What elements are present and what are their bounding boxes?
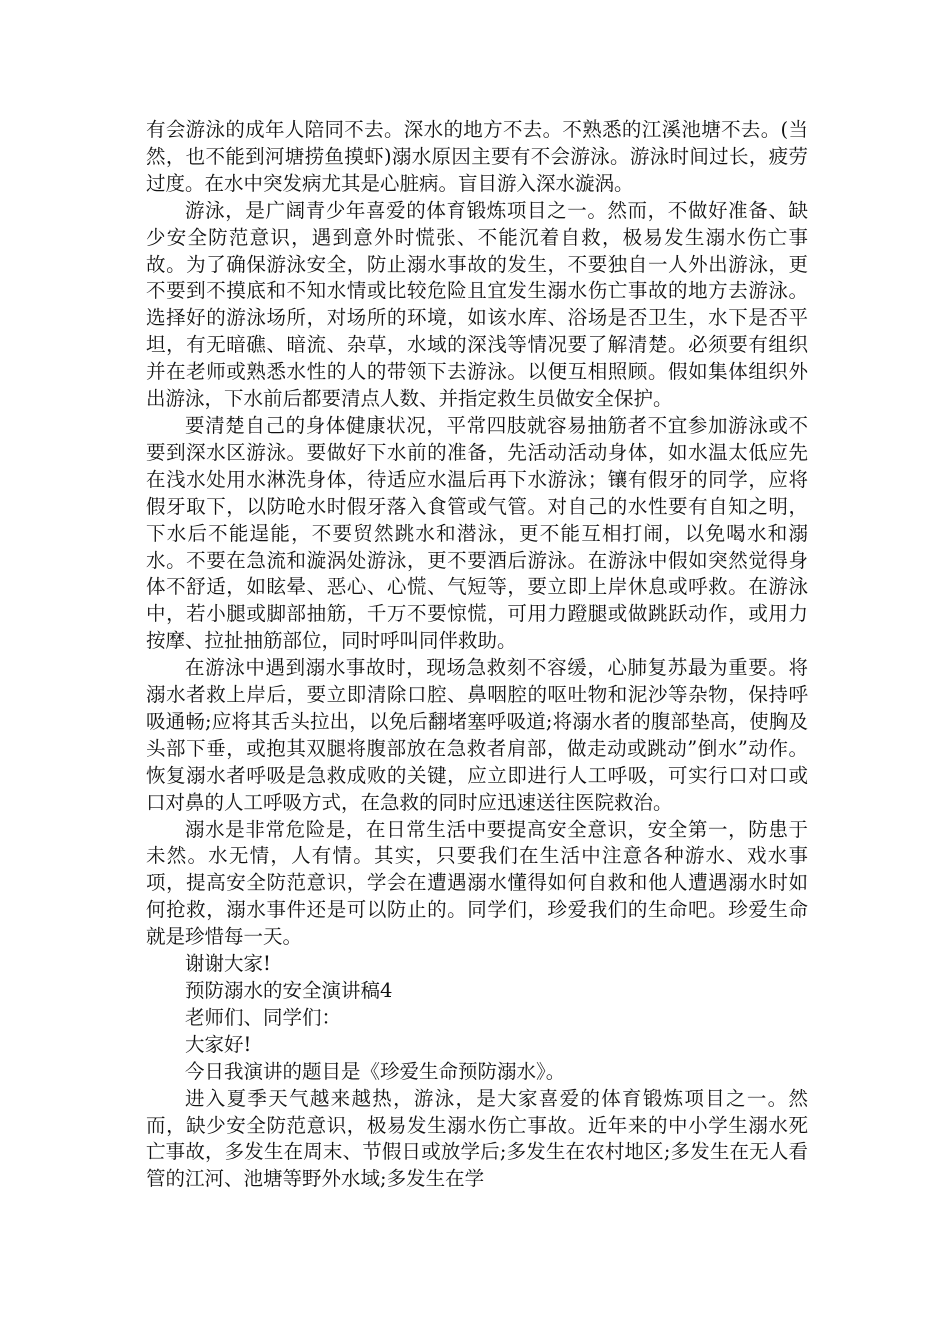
paragraph: 进入夏季天气越来越热，游泳，是大家喜爱的体育锻炼项目之一。然而，缺少安全防范意识，极易发生溺水伤亡事故。近年来的中小学生溺水死亡事故，多发生在周末、节假日或放学后;多发生在农村地区;多发生在无人看管的江河、池塘等野外水域;多发生在学 bbox=[146, 1086, 808, 1191]
greeting: 大家好! bbox=[185, 1032, 252, 1056]
paragraph: 游泳，是广阔青少年喜爱的体育锻炼项目之一。然而，不做好准备、缺少安全防范意识，遇到意外时慌张、不能沉着自救，极易发生溺水伤亡事故。为了确保游泳安全，防止溺水事故的发生，不要独自一人外出游泳，更不要到不摸底和不知水情或比较危险且宜发生溺水伤亡事故的地方去游泳。选择好的游泳场所，对场所的环境，如该水库、浴场是否卫生，水下是否平坦，有无暗礁、暗流、杂草，水域的深浅等情况要了解清楚。必须要有组织并在老师或熟悉水性的人的带领下去游泳。以便互相照顾。假如集体组织外出游泳，下水前后都要清点人数、并指定救生员做安全保护。 bbox=[146, 198, 808, 411]
paragraph: 有会游泳的成年人陪同不去。深水的地方不去。不熟悉的江溪池塘不去。(当然，也不能到河塘捞鱼摸虾)溺水原因主要有不会游泳。游泳时间过长，疲劳过度。在水中突发病尤其是心脏病。盲目游入深水漩涡。 bbox=[146, 118, 808, 195]
paragraph: 今日我演讲的题目是《珍爱生命预防溺水》。 bbox=[185, 1059, 566, 1083]
paragraph: 溺水是非常危险是，在日常生活中要提高安全意识，安全第一，防患于未然。水无情，人有情。其实，只要我们在生活中注意各种游水、戏水事项，提高安全防范意识，学会在遭遇溺水懂得如何自救和他人遭遇溺水时如何抢救，溺水事件还是可以防止的。同学们，珍爱我们的生命吧。珍爱生命就是珍惜每一天。 bbox=[146, 817, 808, 949]
paragraph: 要清楚自己的身体健康状况，平常四肢就容易抽筋者不宜参加游泳或不要到深水区游泳。要做好下水前的准备，先活动活动身体，如水温太低应先在浅水处用水淋洗身体，待适应水温后再下水游泳；镶有假牙的同学，应将假牙取下，以防呛水时假牙落入食管或气管。对自己的水性要有自知之明，下水后不能逞能，不要贸然跳水和潜泳，更不能互相打闹，以免喝水和溺水。不要在急流和漩涡处游泳，更不要酒后游泳。在游泳中假如突然觉得身体不舒适，如眩晕、恶心、心慌、气短等，要立即上岸休息或呼救。在游泳中，若小腿或脚部抽筋，千万不要惊慌，可用力蹬腿或做跳跃动作，或用力按摩、拉扯抽筋部位，同时呼叫同伴救助。 bbox=[146, 413, 808, 653]
section-title: 预防溺水的安全演讲稿4 bbox=[185, 979, 393, 1002]
salutation: 老师们、同学们： bbox=[185, 1005, 342, 1029]
closing-line: 谢谢大家! bbox=[185, 952, 271, 976]
paragraph: 在游泳中遇到溺水事故时，现场急救刻不容缓，心肺复苏最为重要。将溺水者救上岸后，要立即清除口腔、鼻咽腔的呕吐物和泥沙等杂物，保持呼吸通畅;应将其舌头拉出，以免后翻堵塞呼吸道;将溺水者的腹部垫高，使胸及头部下垂，或抱其双腿将腹部放在急救者肩部，做走动或跳动”倒水”动作。恢复溺水者呼吸是急救成败的关键，应立即进行人工呼吸，可实行口对口或口对鼻的人工呼吸方式，在急救的同时应迅速送往医院救治。 bbox=[146, 656, 808, 814]
document-body bbox=[146, 117, 808, 1193]
